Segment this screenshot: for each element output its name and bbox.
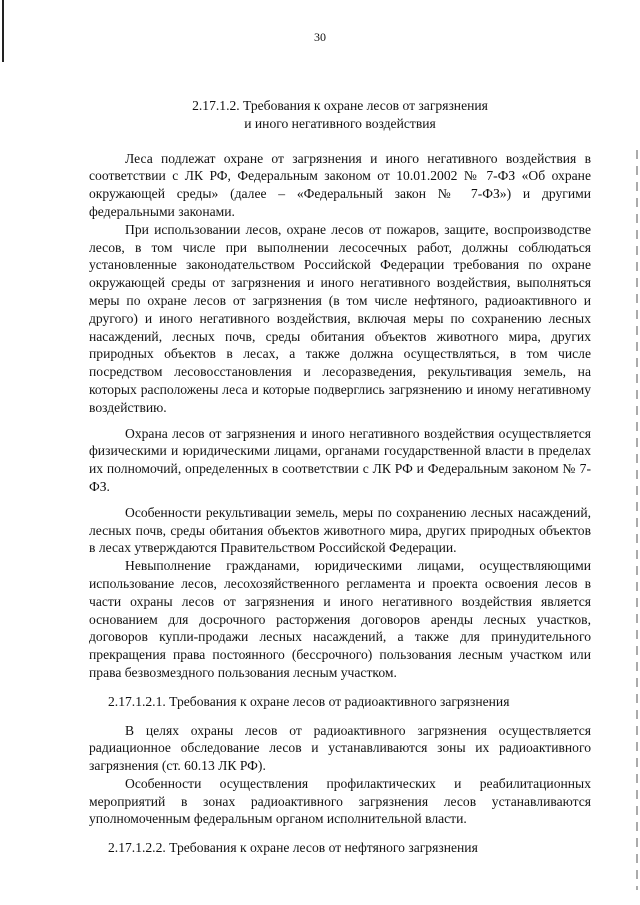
scan-edge-right — [636, 150, 638, 890]
section-title-line-2: и иного негативного воздействия — [244, 115, 436, 131]
paragraph-6: В целях охраны лесов от радиоактивного загрязнения осуществляется радиационное обследование лесов и устанавливаются зоны их радиоактивного загрязнения (ст. 60.13 ЛК РФ). — [89, 722, 591, 774]
paragraph-5: Невыполнение гражданами, юридическими лицами, осуществляющими использование лесов, лесохозяйственного регламента и проекта освоения лесов в части охраны лесов от загрязнения и иного негативного воздействия является основанием для досрочного расторжения договоров аренды лесных участков, договоров купли-продажи лесных насаждений, а также для принудительного прекращения права постоянного (бессрочного) пользования лесным участком или права безвозмездного пользования лесным участком. — [89, 558, 591, 680]
subsection-title-oil: 2.17.1.2.2. Требования к охране лесов от нефтяного загрязнения — [108, 840, 478, 856]
paragraph-1: Леса подлежат охране от загрязнения и иного негативного воздействия в соответствии с ЛК РФ, Федеральным законом от 10.01.2002 № 7-ФЗ «Об охране окружающей среды» (далее – «Федеральный закон № 7-ФЗ») и другими федеральными законами. — [89, 150, 591, 219]
paragraph-7: Особенности осуществления профилактических и реабилитационных мероприятий в зонах радиоактивного загрязнения лесов устанавливаются уполномоченным федеральным органом исполнительной власти. — [89, 775, 591, 827]
paragraph-2: При использовании лесов, охране лесов от пожаров, защите, воспроизводстве лесов, в том числе при выполнении лесосечных работ, должны соблюдаться установленные законодательством Российской Федерации требования по охране окружающей среды от загрязнения и иного негативного воздействия, выполняться меры по охране лесов от загрязнения (в том числе нефтяного, радиоактивного и другого) и иного негативного воздействия, включая меры по сохранению лесных насаждений, лесных почв, среды обитания объектов животного мира, других природных объектов в лесах, а также должна осуществляться, в том числе посредством лесовосстановления и лесоразведения, рекультивация земель, на которых расположены леса и которые подверглись загрязнению и иному негативному воздействию. — [89, 221, 591, 415]
section-title — [89, 97, 591, 133]
paragraph-4: Особенности рекультивации земель, меры по сохранению лесных насаждений, лесных почв, среды обитания объектов животного мира, других природных объектов в лесах утверждаются Правительством Российской Федерации. — [89, 504, 591, 556]
section-title-line-1: 2.17.1.2. Требования к охране лесов от загрязнения — [192, 98, 488, 113]
page-number: 30 — [314, 30, 326, 44]
paragraph-3: Охрана лесов от загрязнения и иного негативного воздействия осуществляется физическими и юридическими лицами, органами государственной власти в пределах их полномочий, определенных в соответствии с ЛК РФ и Федеральным законом № 7-ФЗ. — [89, 425, 591, 494]
subsection-title-radioactive: 2.17.1.2.1. Требования к охране лесов от радиоактивного загрязнения — [108, 693, 510, 709]
document-body — [89, 97, 591, 868]
